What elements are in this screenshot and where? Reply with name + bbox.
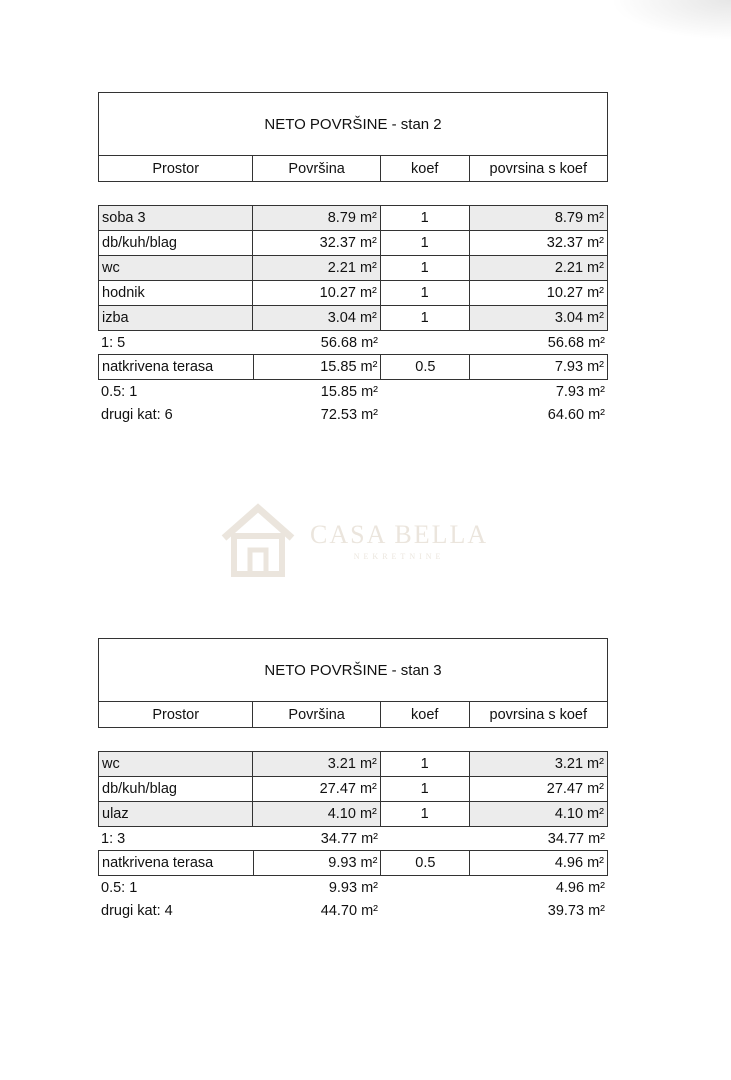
floor-total-row (98, 403, 608, 426)
corner-shadow (611, 0, 731, 40)
room-area: 3.04 m² (253, 306, 381, 330)
floor-total-area: 44.70 m² (320, 902, 378, 919)
terrace-total-area-koef: 7.93 m² (555, 383, 605, 400)
room-koef: 1 (381, 752, 470, 776)
table-row (98, 205, 608, 231)
terrace-total-label: 0.5: 1 (101, 879, 138, 896)
room-name: ulaz (99, 802, 253, 826)
terrace-row (98, 354, 608, 380)
room-area: 32.37 m² (253, 231, 381, 255)
terrace-total-row (98, 876, 608, 899)
header-povrsina: Površina (253, 156, 381, 181)
room-koef: 1 (381, 777, 470, 801)
room-name: wc (99, 752, 253, 776)
terrace-koef: 0.5 (381, 355, 470, 379)
subtotal-row (98, 331, 608, 354)
room-name: soba 3 (99, 206, 253, 230)
area-table-stan-3 (98, 638, 608, 922)
floor-total-label: drugi kat: 4 (101, 902, 173, 919)
room-name: db/kuh/blag (99, 777, 253, 801)
terrace-area: 9.93 m² (254, 851, 382, 875)
room-koef: 1 (381, 256, 470, 280)
terrace-total-area: 9.93 m² (328, 879, 378, 896)
room-area-koef: 3.21 m² (470, 752, 607, 776)
subtotal-area: 56.68 m² (320, 334, 378, 351)
terrace-koef: 0.5 (381, 851, 470, 875)
table-row (98, 306, 608, 331)
table-row (98, 281, 608, 306)
table-row (98, 777, 608, 802)
table-row (98, 256, 608, 281)
terrace-area: 15.85 m² (254, 355, 382, 379)
room-koef: 1 (381, 281, 470, 305)
table-title: NETO POVRŠINE - stan 2 (98, 92, 608, 155)
watermark-tagline: NEKRETNINE (353, 551, 445, 561)
terrace-total-area-koef: 4.96 m² (555, 879, 605, 896)
casa-bella-watermark (220, 500, 520, 580)
terrace-area-koef: 7.93 m² (470, 355, 608, 379)
room-koef: 1 (381, 231, 470, 255)
floor-total-label: drugi kat: 6 (101, 406, 173, 423)
floor-total-area-koef: 39.73 m² (547, 902, 605, 919)
watermark-brand: CASA BELLA (310, 519, 489, 549)
header-koef: koef (381, 702, 470, 727)
room-koef: 1 (381, 206, 470, 230)
header-prostor: Prostor (99, 156, 253, 181)
room-area: 3.21 m² (253, 752, 381, 776)
header-povrsina-s-koef: povrsina s koef (489, 706, 588, 723)
header-koef: koef (381, 156, 470, 181)
room-name: hodnik (99, 281, 253, 305)
room-name: wc (99, 256, 253, 280)
header-prostor: Prostor (99, 702, 253, 727)
subtotal-row (98, 827, 608, 850)
room-area-koef: 4.10 m² (470, 802, 607, 826)
room-name: db/kuh/blag (99, 231, 253, 255)
room-koef: 1 (381, 802, 470, 826)
room-area-koef: 3.04 m² (470, 306, 607, 330)
room-name: izba (99, 306, 253, 330)
terrace-total-row (98, 380, 608, 403)
room-area-koef: 27.47 m² (546, 781, 604, 797)
header-povrsina: Površina (253, 702, 381, 727)
terrace-total-label: 0.5: 1 (101, 383, 138, 400)
house-logo-icon (220, 502, 296, 578)
table-row (98, 802, 608, 827)
room-area: 8.79 m² (253, 206, 381, 230)
subtotal-area-koef: 34.77 m² (547, 830, 605, 847)
terrace-name: natkrivena terasa (99, 851, 254, 875)
floor-total-area-koef: 64.60 m² (547, 406, 605, 423)
table-header-row (98, 701, 608, 728)
subtotal-label: 1: 3 (101, 830, 126, 847)
floor-total-area: 72.53 m² (320, 406, 378, 423)
room-area: 27.47 m² (253, 777, 381, 801)
room-area: 10.27 m² (253, 281, 381, 305)
area-table-stan-2 (98, 92, 608, 426)
table-row (98, 751, 608, 777)
room-area: 2.21 m² (253, 256, 381, 280)
room-area-koef: 8.79 m² (470, 206, 607, 230)
floor-total-row (98, 899, 608, 922)
room-area-koef: 32.37 m² (546, 235, 604, 251)
room-area-koef: 10.27 m² (546, 285, 604, 301)
terrace-row (98, 850, 608, 876)
terrace-total-area: 15.85 m² (320, 383, 378, 400)
room-area: 4.10 m² (253, 802, 381, 826)
table-row (98, 231, 608, 256)
room-area-koef: 2.21 m² (470, 256, 607, 280)
table-title: NETO POVRŠINE - stan 3 (98, 638, 608, 701)
subtotal-label: 1: 5 (101, 334, 126, 351)
room-koef: 1 (381, 306, 470, 330)
subtotal-area-koef: 56.68 m² (547, 334, 605, 351)
header-povrsina-s-koef: povrsina s koef (489, 160, 588, 177)
terrace-area-koef: 4.96 m² (470, 851, 608, 875)
subtotal-area: 34.77 m² (320, 830, 378, 847)
terrace-name: natkrivena terasa (99, 355, 254, 379)
table-header-row (98, 155, 608, 182)
